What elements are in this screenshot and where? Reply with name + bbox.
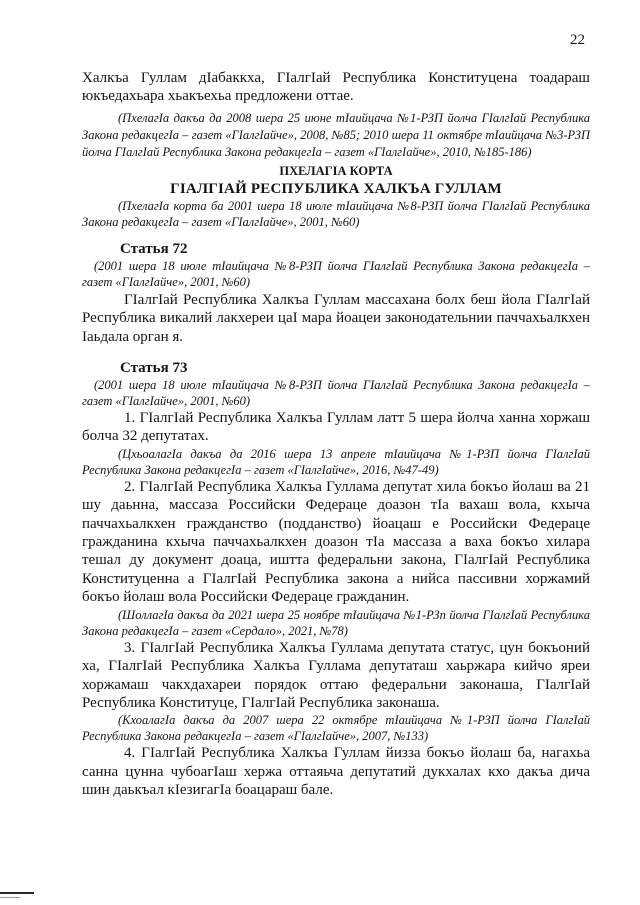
scan-margin-mark — [0, 892, 34, 894]
chapter-title: ГIАЛГIАЙ РЕСПУБЛИКА ХАЛКЪА ГУЛЛАМ — [170, 180, 502, 197]
article-72-note: (2001 шера 18 июле тIаийцача №8-РЗП йолча ГIалгIай Республика Закона редакцегIа – газет «ГIалгIайче», 2001, №60) — [82, 258, 590, 289]
article-73-part-1: 1. ГIалгIай Республика Халкъа Гуллам латт 5 шера йолча ханна хоржаш болча 32 депутатах. — [82, 410, 590, 445]
intro-paragraph: Халкъа Гуллам дIабаккха, ГIалгIай Республика Конституцена тоадараш юкъедахьара хьакъехьа предложени оттае. — [82, 70, 590, 105]
scan-margin-mark-faint — [0, 897, 20, 898]
article-73-part-4: 4. ГIалгIай Республика Халкъа Гуллам йизза бокъо йолаш ба, нагахьа санна цунна чубоагIаш хержа оттаяьча депутатий дукхалах кхо дакъа дича шин даькъал кIезигагIа боацараш бале. — [82, 745, 590, 799]
article-73-heading: Статья 73 — [120, 360, 188, 377]
page-content — [82, 69, 590, 800]
article-72-text: ГIалгIай Республика Халкъа Гуллам массахана болх беш йола ГIалгIай Республика викалий лакхереи цаI мара йоацеи законодательнии паччахьалкхен Iаьдала орган я. — [82, 291, 590, 345]
article-73-part-3: 3. ГIалгIай Республика Халкъа Гуллама депутата статус, цун бокъоний ха, ГIалгIай Республика Халкъа Гуллама депутаташ хаьржара кийчо яреи хоржамаш чакхдахареи порядок оттаю федеральни законаша, ГIалгIай Республика Конституце, ГIалгIай Республика законаша. — [82, 639, 590, 711]
article-73-part-3-note: (КхоалагIа дакъа да 2007 шера 22 октябре тIаийцача №1-РЗП йолча ГIалгIай Республика Закона редакцегIа – газет «ГIалгIайче», 2007, №133) — [82, 713, 590, 744]
article-72-heading: Статья 72 — [120, 240, 188, 257]
article-73-part-2-note: (ШоллагIа дакъа да 2021 шера 25 ноябре тIаийцача №1-РЗп йолча ГIалгIай Республика Закона редакцегIа – газет «Сердало», 2021, №78) — [82, 607, 590, 638]
chapter-label: ПХЕЛАГIА КОРТА — [279, 163, 393, 178]
article-73-part-1-note: (ЦхьоалагIа дакъа да 2016 шера 13 апреле тIаийцача №1-РЗП йолча ГIалгIай Республика Закона редакцегIа – газет «ГIалгIайче», 2016, №47-49) — [82, 446, 590, 477]
article-73-note: (2001 шера 18 июле тIаийцача №8-РЗП йолча ГIалгIай Республика Закона редакцегIа – газет «ГIалгIайче», 2001, №60) — [82, 378, 590, 409]
page-number: 22 — [570, 32, 585, 48]
chapter-amendment-note: (ПхелагIа корта ба 2001 шера 18 июле тIаийцача №8-РЗП йолча ГIалгIай Республика Закона редакцегIа – газет «ГIалгIайче», 2001, №60) — [82, 198, 590, 229]
article-73-part-2: 2. ГIалгIай Республика Халкъа Гуллама депутат хила бокъо йолаш ва 21 шу даьнна, массаза Российски Федераце доазон тIа вахаш вола, кхыча паччахьалкхен гражданство (подданство) йоацаш е Российски Федераце гражданина кхыча паччахьалкхен доазон тIа массаза а ваха бокъо хилара тешал ду документ доаца, иштта федеральни закона, ГIалгIай Республика Конституценна а ГIалгIай Республика закона а нийса пассивни хоржамий бокъо йолаш вола Российски Федераце гражданин. — [82, 478, 590, 606]
intro-amendment-note: (ПхелагIа дакъа да 2008 шера 25 июне тIаийцача №1-РЗП йолча ГIалгIай Республика Закона редакцегIа – газет «ГIалгIайче», 2008, №85; 2010 шера 11 октябре тIаийцача №3-РЗП йолча ГIалгIай Республика Закона редакцегIа – газет «ГIалгIайче», 2010, №185-186) — [82, 110, 590, 159]
